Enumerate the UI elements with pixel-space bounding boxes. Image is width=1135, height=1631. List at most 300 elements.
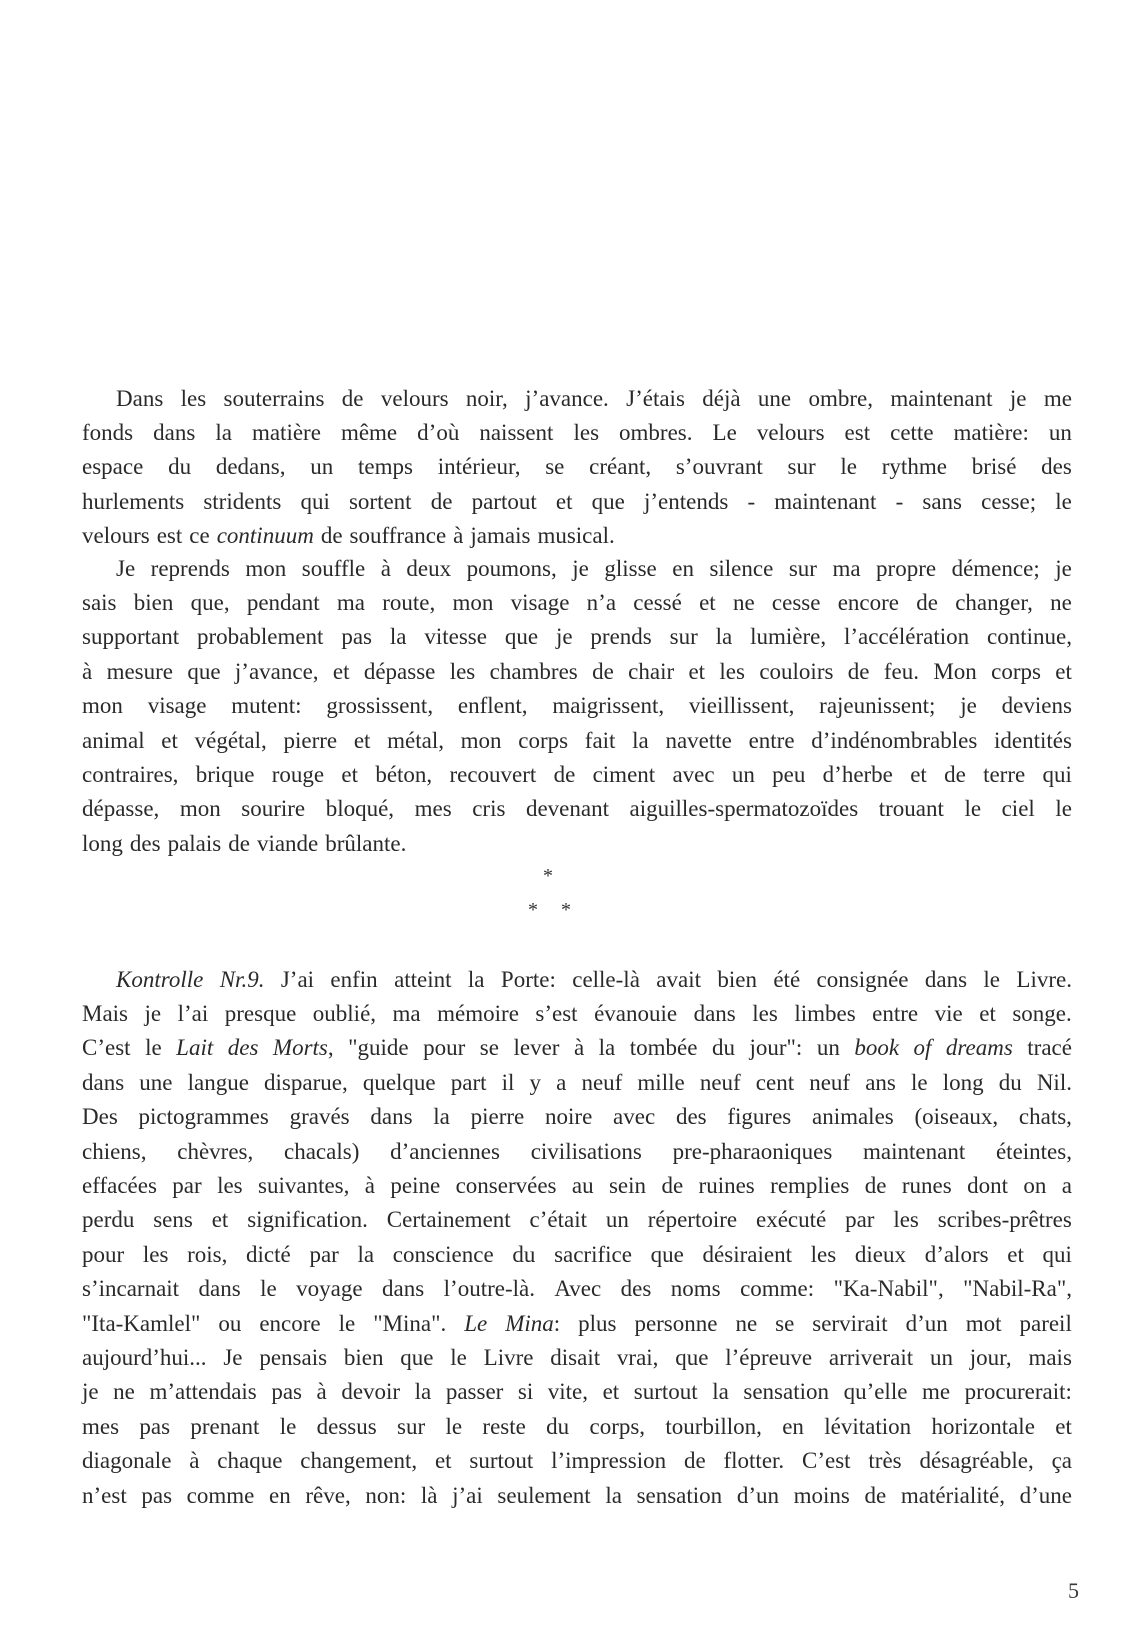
text-line — [82, 792, 1072, 826]
word: comme — [740, 1276, 808, 1302]
word: cesse — [771, 590, 821, 616]
word: je — [82, 1379, 99, 1405]
word: vitesse — [424, 624, 487, 650]
word: du — [998, 1069, 1022, 1095]
word: ça — [1051, 1448, 1072, 1474]
word: chèvres, — [177, 1138, 254, 1164]
word: conscience — [392, 1241, 494, 1267]
word: de — [430, 488, 453, 514]
word-group — [952, 557, 1040, 580]
word: un — [816, 1035, 840, 1061]
word: je — [960, 693, 977, 719]
word: se — [479, 1035, 499, 1061]
word: contraires, — [82, 762, 179, 788]
word: jamais — [470, 523, 531, 549]
word: par — [845, 1207, 875, 1233]
word: les — [573, 420, 600, 446]
word: ans — [865, 1069, 896, 1095]
word: le — [279, 1413, 297, 1439]
word: pierre — [470, 1104, 525, 1130]
word: voyage — [296, 1276, 363, 1302]
word: dans — [693, 1001, 736, 1027]
word: surtout — [633, 1379, 698, 1405]
word: désiraient — [702, 1241, 792, 1267]
word: surtout — [469, 1448, 534, 1474]
word: sortent — [348, 488, 412, 514]
word: Porte — [500, 966, 550, 992]
word: bien — [343, 1344, 384, 1370]
word: sourire — [241, 796, 306, 822]
word: de — [944, 762, 966, 788]
word: chaque — [217, 1448, 283, 1474]
word: le — [910, 1069, 928, 1095]
word: partout — [471, 488, 537, 514]
word: pas — [139, 1413, 171, 1439]
word: métal, — [387, 727, 444, 753]
word: que — [650, 1241, 684, 1267]
word: J’ai — [280, 966, 315, 992]
word: non — [365, 1482, 400, 1508]
word: navette — [665, 727, 732, 753]
word: et — [353, 727, 371, 753]
word: un — [310, 454, 334, 480]
word: des — [129, 830, 161, 856]
word: prends — [590, 624, 652, 650]
word: même — [340, 420, 398, 446]
word: presque — [224, 1001, 297, 1027]
word: et — [688, 658, 706, 684]
word: par — [172, 1173, 202, 1199]
word: et — [602, 1379, 620, 1405]
word: devoir — [341, 1379, 401, 1405]
word: dépasse — [363, 658, 436, 684]
word: les — [810, 1241, 837, 1267]
word: un — [1048, 420, 1072, 446]
word: dépasse, — [82, 796, 160, 822]
word: cessé — [633, 590, 682, 616]
word: la — [389, 624, 407, 650]
word: mon — [452, 590, 494, 616]
word: de — [916, 590, 938, 616]
word: j’entends — [643, 488, 729, 514]
page-number: 5 — [1068, 1578, 1079, 1603]
word: la — [215, 420, 232, 446]
word: sein — [608, 1173, 647, 1199]
word: lever — [513, 1035, 560, 1061]
word: entre — [748, 727, 795, 753]
word: limbes — [794, 1001, 856, 1027]
text-line — [82, 551, 1072, 585]
word: ma — [392, 1001, 421, 1027]
word: civilisations — [530, 1138, 642, 1164]
italic-word: book — [854, 1035, 900, 1061]
word: dans — [153, 420, 196, 446]
word: je — [144, 1001, 162, 1027]
word: ne — [1050, 590, 1072, 616]
text-line — [82, 620, 1072, 654]
word: et — [211, 1207, 229, 1233]
word: matière — [953, 420, 1023, 446]
word: Certainement — [386, 1207, 511, 1233]
word: mot — [965, 1310, 1002, 1336]
word: aiguilles-spermatozoïdes — [629, 796, 859, 822]
word: s’incarnait — [82, 1276, 180, 1302]
word: sur — [397, 1413, 426, 1439]
word: végétal, — [194, 727, 267, 753]
word: glisse — [604, 555, 657, 581]
word: répertoire — [647, 1207, 738, 1233]
word: déjà — [702, 385, 741, 411]
word: qui — [1042, 1241, 1072, 1267]
word: se — [775, 1310, 795, 1336]
word: peine — [390, 1173, 441, 1199]
word: : — [807, 1276, 815, 1302]
word: part — [450, 1069, 487, 1095]
word: un — [731, 762, 755, 788]
word: neuf — [699, 1069, 741, 1095]
word: des — [620, 1276, 652, 1302]
word: songe. — [1012, 1001, 1072, 1027]
word: que — [400, 1344, 434, 1370]
word: la — [598, 1035, 616, 1061]
word: que, — [190, 590, 230, 616]
word: cesse — [981, 488, 1030, 514]
word: stridents — [203, 488, 282, 514]
word: s’est — [535, 1001, 578, 1027]
word: est — [156, 523, 183, 549]
word: et — [1055, 1413, 1072, 1439]
word: à — [364, 1173, 375, 1199]
word: d’un — [736, 1482, 779, 1508]
word: la — [605, 1482, 622, 1508]
word: mutent — [231, 693, 296, 719]
word-group — [981, 490, 1036, 513]
text-line — [82, 484, 1072, 518]
word: sur — [669, 624, 698, 650]
word: passer — [445, 1379, 504, 1405]
italic-word: Morts — [272, 1035, 328, 1061]
italic-word: des — [227, 1035, 259, 1061]
word: j’avance. — [525, 385, 609, 411]
word: "Nabil-Ra", — [963, 1276, 1072, 1302]
word: figures — [727, 1104, 792, 1130]
word: de — [864, 1173, 887, 1199]
word: très — [868, 1448, 902, 1474]
text-line — [82, 585, 1072, 619]
word: et — [910, 762, 927, 788]
text-line — [82, 415, 1072, 449]
word: peu — [772, 762, 806, 788]
word: cent — [755, 1069, 795, 1095]
word: moins — [793, 1482, 850, 1508]
word-group — [749, 1036, 802, 1059]
text-line — [82, 723, 1072, 757]
word: de — [683, 1448, 706, 1474]
word: désagréable, — [919, 1448, 1034, 1474]
word: de — [592, 658, 614, 684]
italic-word: dreams — [945, 1035, 1013, 1061]
word: (oiseaux, — [914, 1104, 999, 1130]
word: que — [187, 658, 221, 684]
word: Livre. — [1016, 966, 1072, 992]
word: , — [327, 1035, 334, 1061]
word: ou — [218, 1310, 242, 1336]
word: dicté — [246, 1241, 291, 1267]
word: rêve, — [305, 1482, 351, 1508]
word: à — [453, 523, 464, 549]
word: qui — [300, 488, 330, 514]
word: démence — [951, 555, 1034, 581]
word: rajeunissent — [819, 693, 930, 719]
word-group — [365, 1484, 406, 1507]
text-line — [82, 1340, 1072, 1374]
word: : — [295, 693, 302, 719]
word: intérieur, — [437, 454, 521, 480]
word: entre — [872, 1001, 919, 1027]
word: et — [555, 488, 573, 514]
word: pour — [82, 1241, 125, 1267]
word: n’a — [586, 590, 617, 616]
word: du — [711, 1035, 735, 1061]
word: le — [840, 454, 857, 480]
word: ombre, — [808, 385, 873, 411]
word: le — [983, 966, 1001, 992]
text-line — [82, 757, 1072, 791]
text-line — [82, 1168, 1072, 1202]
text-line — [82, 1443, 1072, 1477]
word-group — [819, 694, 935, 717]
word: noir, — [465, 385, 508, 411]
word: des — [1041, 454, 1072, 480]
word: mon — [460, 727, 502, 753]
word: effacées — [82, 1173, 157, 1199]
word-group — [501, 968, 556, 991]
italic-word: continuum — [216, 523, 314, 549]
word: la — [712, 1379, 729, 1405]
word: cris — [472, 796, 506, 822]
text-line — [82, 962, 1072, 996]
word: seulement — [497, 1482, 591, 1508]
word: identités — [994, 727, 1072, 753]
text-line — [82, 996, 1072, 1030]
word-group — [273, 1036, 334, 1059]
word: la — [715, 624, 733, 650]
italic-word: Le — [464, 1310, 488, 1336]
word: se — [545, 454, 565, 480]
word: arriverait — [828, 1344, 914, 1370]
word: pas — [341, 624, 372, 650]
word: en — [672, 555, 694, 581]
word: Mais — [82, 1001, 128, 1027]
word: chacals) — [284, 1138, 360, 1164]
word: neuf — [809, 1069, 851, 1095]
word: exécuté — [755, 1207, 827, 1233]
word: que — [591, 488, 625, 514]
word: hurlements — [82, 488, 185, 514]
word: du — [546, 1413, 570, 1439]
word: velours — [380, 385, 449, 411]
word: vrai, — [616, 1344, 659, 1370]
word: brisé — [971, 454, 1017, 480]
word: à — [380, 555, 391, 581]
word: "Mina". — [373, 1310, 447, 1336]
word: le — [964, 796, 982, 822]
word: dans — [382, 1276, 425, 1302]
word: recouvert — [449, 762, 537, 788]
word: "guide — [348, 1035, 409, 1061]
word: de — [320, 523, 343, 549]
word: pierre — [283, 727, 338, 753]
word: ciment — [592, 762, 656, 788]
word: souterrains — [223, 385, 325, 411]
word: mémoire — [437, 1001, 519, 1027]
word: mon — [245, 555, 287, 581]
word: propre — [876, 555, 937, 581]
word: les — [893, 1207, 919, 1233]
word: animal — [82, 727, 145, 753]
text-line — [82, 654, 1072, 688]
word: l’outre-là. — [443, 1276, 535, 1302]
text-line — [82, 1100, 1072, 1134]
word: de — [553, 762, 576, 788]
word: remplies — [770, 1173, 850, 1199]
word: velours — [756, 420, 825, 446]
word: et — [1055, 658, 1072, 684]
word: d’où — [417, 420, 460, 446]
word: enflent, — [457, 693, 528, 719]
word: neuf — [581, 1069, 623, 1095]
word: lévitation — [824, 1413, 912, 1439]
word: n’est — [82, 1482, 127, 1508]
word: fonds — [82, 420, 134, 446]
word: j’ai — [452, 1482, 483, 1508]
word: pensais — [259, 1344, 328, 1370]
word: aujourd’hui... — [82, 1344, 207, 1370]
word: encore — [837, 590, 899, 616]
word: perdu — [82, 1207, 135, 1233]
word: pas — [141, 1482, 173, 1508]
word: noms — [670, 1276, 721, 1302]
word: ma — [336, 590, 365, 616]
word: en — [269, 1482, 291, 1508]
word: y — [529, 1069, 541, 1095]
word: ne — [113, 1379, 135, 1405]
word: maigrissent, — [552, 693, 665, 719]
word: grossissent, — [326, 693, 434, 719]
word: maintenant — [774, 488, 877, 514]
word: mesure — [106, 658, 173, 684]
word-group — [954, 421, 1029, 444]
word: - — [747, 488, 756, 514]
word: et — [341, 762, 359, 788]
word: dans — [924, 966, 968, 992]
word: couloirs — [759, 658, 834, 684]
word: Livre — [483, 1344, 534, 1370]
word: tracé — [1027, 1035, 1072, 1061]
word: vite, — [547, 1379, 589, 1405]
word: sensation — [743, 1379, 829, 1405]
word: pendant — [246, 590, 320, 616]
word: brique — [195, 762, 255, 788]
text-line — [82, 1031, 1072, 1065]
word: dessus — [316, 1413, 377, 1439]
word: le — [445, 1413, 463, 1439]
text-line — [82, 1065, 1072, 1099]
text-line — [82, 1272, 1072, 1306]
text-line — [82, 1478, 1072, 1512]
word: : — [549, 966, 556, 992]
word: pas — [271, 1379, 302, 1405]
word: vie — [934, 1001, 963, 1027]
word: vieillissent, — [688, 693, 795, 719]
word: visage — [147, 693, 207, 719]
word: brûlante. — [325, 830, 407, 856]
word: deux — [406, 555, 452, 581]
word: ombres. — [619, 420, 693, 446]
word: béton, — [375, 762, 433, 788]
word: me — [1043, 385, 1072, 411]
word: là — [420, 1482, 438, 1508]
word: de — [661, 1173, 684, 1199]
word: fait — [584, 727, 616, 753]
word: long — [942, 1069, 984, 1095]
word: et — [1007, 1241, 1024, 1267]
word: feu. — [883, 658, 919, 684]
word: d’anciennes — [390, 1138, 500, 1164]
word: poumons, — [466, 555, 557, 581]
word: une — [757, 385, 792, 411]
word: pareil — [1019, 1310, 1072, 1336]
word: C’est — [802, 1448, 851, 1474]
text-line — [82, 381, 1072, 415]
word: route, — [382, 590, 436, 616]
word: Je — [223, 1344, 243, 1370]
word: je — [1009, 385, 1027, 411]
separator-star-left: * — [528, 899, 538, 921]
word: le — [338, 1310, 356, 1336]
word: atteint — [394, 966, 452, 992]
word: à — [573, 1035, 585, 1061]
word: je — [555, 624, 573, 650]
word: les — [217, 1173, 243, 1199]
word: enfin — [330, 966, 378, 992]
word: la — [632, 727, 649, 753]
word: : — [399, 1482, 407, 1508]
word: naissent — [479, 420, 554, 446]
italic-word: Lait — [176, 1035, 214, 1061]
word-group — [965, 1380, 1072, 1403]
word: : — [795, 1035, 803, 1061]
word: qui — [1042, 762, 1072, 788]
word: changement, — [300, 1448, 418, 1474]
word: ne — [732, 590, 755, 616]
word: : — [1022, 420, 1029, 446]
word: probablement — [196, 624, 324, 650]
word: bien — [717, 966, 757, 992]
word: corps — [991, 658, 1041, 684]
word: scribes-prêtres — [937, 1207, 1072, 1233]
word: si — [517, 1379, 534, 1405]
word: C’est — [82, 1035, 131, 1061]
word: sais — [82, 590, 117, 616]
word: et — [979, 1001, 996, 1027]
word: à — [82, 658, 93, 684]
word-group — [505, 1312, 560, 1335]
word: de — [864, 1482, 887, 1508]
word: avait — [656, 966, 701, 992]
word: flotter. — [723, 1448, 785, 1474]
word: l’impression — [551, 1448, 667, 1474]
